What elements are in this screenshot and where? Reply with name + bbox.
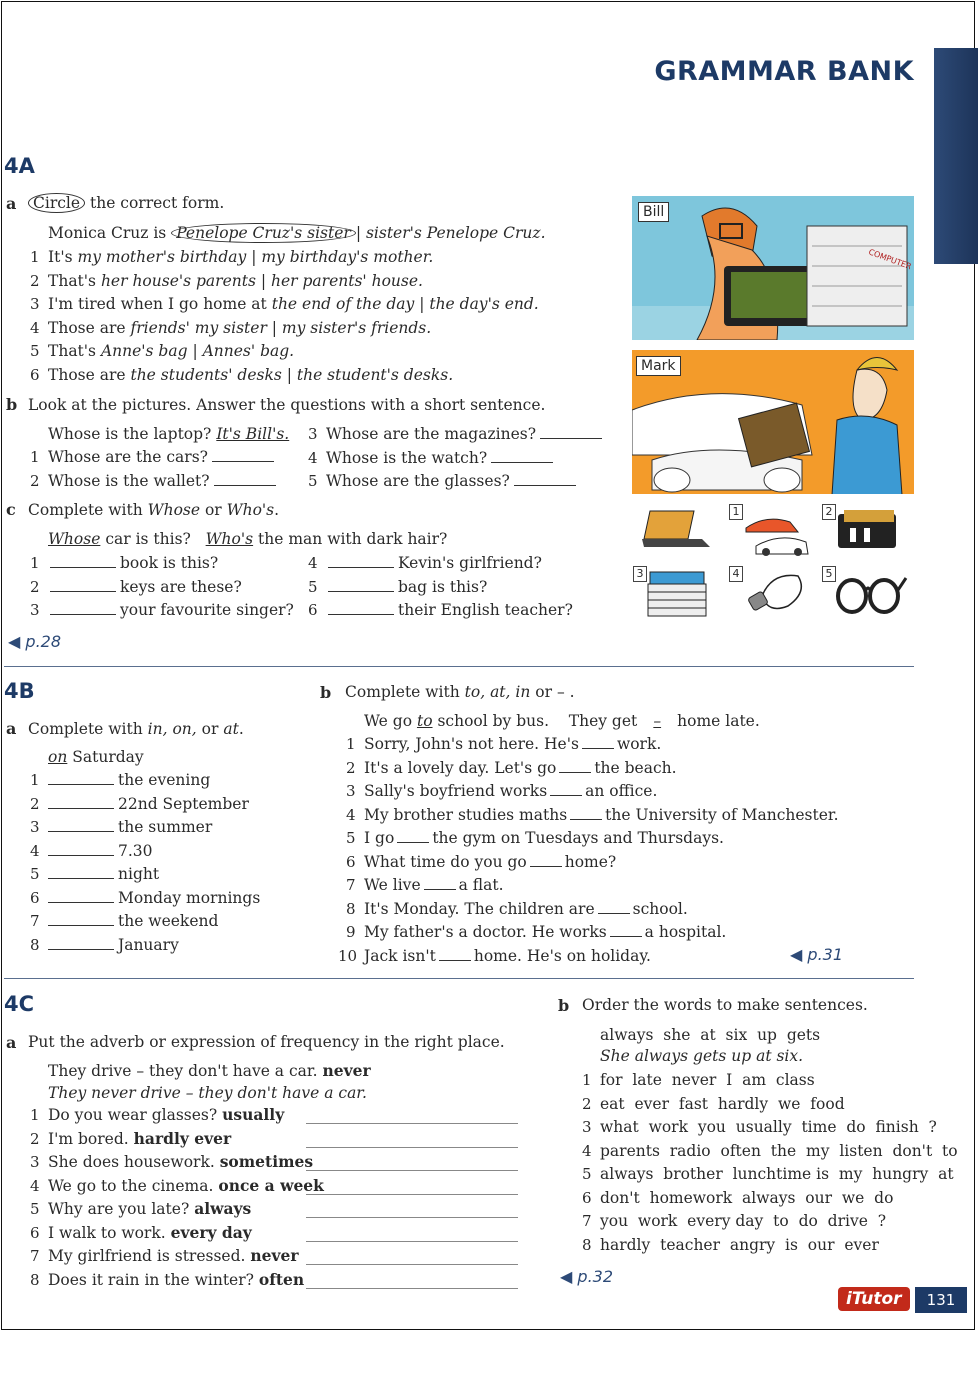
instr-or: or	[201, 720, 219, 738]
choice-sentence	[48, 294, 539, 314]
circle-word: Circle	[28, 193, 85, 213]
word-list: don't homework always our we do	[600, 1188, 894, 1207]
choice-sentence	[48, 247, 433, 267]
ref-text: p.28	[25, 632, 62, 651]
exercise-instruction	[28, 500, 279, 520]
fill-line	[324, 600, 573, 620]
fill-line	[44, 864, 159, 884]
answer-blank[interactable]	[214, 471, 276, 486]
back-arrow-icon: ◀	[8, 632, 21, 651]
example-rest: Saturday	[72, 748, 144, 766]
answer-blank[interactable]	[424, 875, 456, 890]
item-number: 5	[308, 472, 318, 490]
glasses-thumbnail	[832, 570, 908, 616]
exercise-instruction: Put the adverb or expression of frequency in the right place.	[28, 1033, 505, 1051]
ex1-rest: car is this?	[105, 530, 191, 548]
example-a: It's Bill's.	[216, 425, 290, 443]
fill-line	[44, 935, 179, 955]
ex2-post: home late.	[677, 712, 760, 730]
item-number: 3	[582, 1118, 592, 1136]
answer-blank[interactable]	[397, 828, 429, 843]
answer-blank[interactable]	[491, 448, 553, 463]
fill-line	[46, 577, 242, 597]
sentence-start: We live	[364, 876, 421, 894]
exercise-letter: b	[320, 683, 332, 702]
word-list: eat ever fast hardly we food	[600, 1094, 845, 1113]
example-circled: Penelope Cruz's sister	[171, 223, 356, 243]
fill-text: the evening	[118, 771, 211, 789]
section-heading-4b: 4B	[4, 679, 35, 703]
answer-blank[interactable]	[570, 805, 602, 820]
sentence-start: Those are	[48, 318, 126, 337]
fill-sentence	[364, 875, 504, 895]
fill-text: Kevin's girlfriend?	[398, 554, 542, 572]
fill-line	[44, 841, 153, 861]
ex1-word: to	[416, 712, 433, 730]
answer-blank[interactable]	[48, 864, 114, 879]
fill-sentence	[364, 828, 724, 848]
choice-sentence	[48, 318, 431, 338]
sentence-start: Those are	[48, 365, 126, 384]
fill-sentence	[364, 922, 726, 942]
item-number: 8	[30, 935, 40, 954]
answer-line[interactable]	[306, 1123, 518, 1124]
example-rest: | sister's Penelope Cruz.	[355, 224, 546, 242]
example-question	[48, 1061, 371, 1081]
answer-blank[interactable]	[559, 758, 591, 773]
question-text: Whose are the cars?	[48, 448, 208, 466]
item-number: 6	[582, 1188, 592, 1207]
item-number: 6	[308, 601, 318, 619]
answer-blank[interactable]	[50, 577, 116, 592]
ex1-pre: We go	[364, 712, 413, 730]
instr-pre: Complete with	[28, 501, 143, 519]
item-number: 1	[582, 1071, 592, 1089]
side-tab	[934, 48, 978, 264]
item-number: 3	[346, 782, 356, 800]
answer-blank[interactable]	[48, 888, 114, 903]
question-text: Whose is the watch?	[326, 448, 488, 467]
question-line	[326, 471, 576, 491]
item-number: 5	[30, 865, 40, 883]
ex2-pre: They get	[568, 712, 638, 730]
sentence-start: Sally's boyfriend works	[364, 782, 548, 800]
instruction-text: the correct form.	[89, 194, 225, 212]
sentence-end: home. He's on holiday.	[473, 946, 651, 965]
item-number: 1	[346, 735, 356, 753]
item-number: 5	[30, 1200, 40, 1218]
item-number: 4	[346, 805, 356, 824]
answer-blank[interactable]	[550, 781, 582, 796]
answer-blank[interactable]	[439, 946, 471, 961]
answer-blank[interactable]	[50, 553, 116, 568]
thumb-number: 4	[729, 566, 743, 582]
adverb-keyword: usually	[222, 1105, 285, 1124]
fill-text: the weekend	[118, 912, 219, 930]
fill-text: their English teacher?	[398, 601, 573, 619]
fill-line	[324, 577, 487, 597]
example-text: Monica Cruz is	[48, 224, 167, 242]
fill-line	[44, 911, 218, 931]
thumb-number: 3	[633, 566, 647, 582]
choice-options[interactable]: the end of the day | the day's end.	[271, 295, 539, 313]
fill-text: bag is this?	[398, 577, 488, 596]
answer-line[interactable]	[306, 1170, 518, 1171]
adverb-keyword: always	[194, 1199, 252, 1218]
item-number: 7	[346, 876, 356, 894]
item-number: 5	[346, 829, 356, 847]
fill-line	[44, 888, 260, 908]
item-number: 5	[582, 1165, 592, 1183]
sentence-start: It's	[48, 248, 73, 266]
ex1-post: school by bus.	[437, 712, 550, 730]
item-number: 7	[30, 1247, 40, 1265]
adverb-keyword: sometimes	[219, 1152, 314, 1171]
question-text: Whose is the wallet?	[48, 472, 210, 490]
sentence-end: the University of Manchester.	[605, 805, 839, 824]
answer-blank[interactable]	[540, 424, 602, 439]
fill-line	[44, 794, 249, 814]
item-number: 3	[30, 295, 40, 313]
answer-blank[interactable]	[530, 852, 562, 867]
item-number: 6	[30, 1223, 40, 1242]
answer-blank[interactable]	[48, 817, 114, 832]
item-number: 4	[308, 554, 318, 572]
sentence-text: I'm bored.	[48, 1129, 129, 1148]
fill-sentence	[364, 758, 677, 778]
instr-pre: Complete with	[28, 720, 143, 738]
word-list: always brother lunchtime is my hungry at	[600, 1165, 954, 1183]
example-sentence	[48, 223, 546, 243]
instr-words: in, on,	[147, 720, 197, 738]
adverb-sentence	[48, 1223, 252, 1243]
fill-line	[44, 770, 210, 790]
sentence-start: Jack isn't	[364, 946, 436, 965]
exercise-instruction	[28, 193, 224, 213]
sentence-end: home?	[564, 852, 617, 871]
choice-sentence	[48, 271, 423, 291]
example-word: on	[48, 748, 68, 766]
exercise-instruction: Order the words to make sentences.	[582, 996, 868, 1014]
item-number: 2	[30, 577, 40, 596]
item-number: 2	[30, 271, 40, 290]
exercise-letter: a	[6, 194, 17, 213]
word-list: what work you usually time do finish ?	[600, 1118, 937, 1136]
item-number: 8	[346, 899, 356, 918]
thumb-number: 1	[729, 504, 743, 520]
item-number: 2	[30, 1129, 40, 1148]
instr-end: .	[274, 501, 280, 519]
fill-text: Monday mornings	[118, 888, 261, 907]
example-kw: never	[322, 1061, 371, 1080]
page-reference-link[interactable]	[790, 945, 843, 964]
exercise-letter: c	[6, 500, 16, 519]
instr-w1: Whose	[147, 501, 201, 519]
sentence-start: That's	[48, 271, 97, 290]
adverb-keyword: once a week	[218, 1175, 324, 1195]
item-number: 2	[346, 758, 356, 777]
fill-sentence	[364, 781, 657, 801]
example-q: Whose is the laptop?	[48, 425, 212, 443]
item-number: 3	[30, 1153, 40, 1171]
adverb-keyword: often	[258, 1269, 305, 1289]
item-number: 3	[308, 425, 318, 443]
sentence-start: Sorry, John's not here. He's	[364, 735, 579, 753]
page-reference-link[interactable]	[560, 1267, 613, 1286]
adverb-sentence	[48, 1152, 313, 1172]
sentence-text: I walk to work.	[48, 1223, 166, 1242]
word-list: you work every day to do drive ?	[600, 1212, 887, 1230]
adverb-keyword: never	[250, 1246, 299, 1265]
fill-sentence	[364, 805, 839, 825]
exercise-letter: a	[6, 1033, 17, 1052]
fill-sentence	[364, 899, 688, 919]
ex2-word: Who's	[205, 530, 254, 548]
sentence-text: We go to the cinema.	[48, 1176, 214, 1195]
item-number: 1	[30, 1106, 40, 1124]
sentence-start: My brother studies maths	[364, 805, 568, 824]
sentence-start: It's a lovely day. Let's go	[364, 758, 557, 777]
exercise-instruction	[28, 719, 244, 739]
fill-line	[46, 553, 218, 573]
answer-line[interactable]	[306, 1194, 518, 1195]
bill-illustration	[632, 196, 914, 340]
fill-text: night	[118, 865, 160, 883]
thumb-number: 5	[822, 566, 836, 582]
fill-text: keys are these?	[120, 577, 242, 596]
adverb-sentence	[48, 1199, 251, 1219]
instr-end: .	[238, 720, 244, 738]
item-number: 7	[30, 912, 40, 930]
item-number: 10	[338, 946, 358, 965]
answer-blank[interactable]	[582, 734, 614, 749]
computer-magazine-label: COMPUTER	[867, 247, 913, 272]
sentence-text: Do you wear glasses?	[48, 1106, 218, 1124]
ref-text: p.31	[807, 945, 844, 964]
exercise-instruction: Look at the pictures. Answer the questions with a short sentence.	[28, 396, 546, 414]
answer-blank[interactable]	[48, 911, 114, 926]
item-number: 3	[30, 601, 40, 619]
word-list: for late never I am class	[600, 1071, 815, 1089]
sentence-start: I'm tired when I go home at	[48, 295, 267, 313]
answer-line[interactable]	[306, 1147, 518, 1148]
itutor-logo[interactable]: iTutor	[838, 1287, 910, 1311]
sentence-start: What time do you go	[364, 852, 527, 871]
sentence-text: Why are you late?	[48, 1200, 190, 1218]
item-number: 1	[30, 771, 40, 789]
item-number: 5	[308, 577, 318, 596]
instr-at: at	[223, 720, 239, 738]
fill-sentence	[364, 734, 661, 754]
answer-line[interactable]	[306, 1241, 518, 1242]
section-divider	[4, 666, 914, 667]
ex2-rest: the man with dark hair?	[258, 530, 448, 548]
sentence-end: school.	[632, 899, 688, 918]
item-number: 1	[30, 554, 40, 572]
adverb-keyword: every day	[170, 1222, 252, 1242]
choice-sentence	[48, 341, 294, 361]
item-number: 7	[582, 1212, 592, 1230]
sentence-end: a flat.	[458, 876, 504, 894]
page-title: GRAMMAR BANK	[654, 56, 914, 87]
fill-text: 7.30	[118, 841, 153, 860]
sentence-start: My father's a doctor. He works	[364, 923, 607, 941]
example-question	[48, 424, 289, 444]
item-number: 6	[346, 852, 356, 871]
instr-pre: Complete with	[345, 683, 460, 701]
adverb-sentence	[48, 1105, 284, 1125]
question-line	[326, 448, 553, 468]
item-number: 2	[30, 472, 40, 490]
ex2-word: –	[653, 712, 662, 730]
answer-blank[interactable]	[328, 577, 394, 592]
thumb-number: 2	[822, 504, 836, 520]
choice-options[interactable]: Anne's bag | Annes' bag.	[100, 342, 295, 360]
example-answer: They never drive – they don't have a car.	[48, 1084, 367, 1102]
section-heading-4c: 4C	[4, 992, 35, 1016]
adverb-sentence	[48, 1270, 304, 1290]
question-text: Whose are the magazines?	[326, 425, 537, 443]
adverb-sentence	[48, 1129, 231, 1149]
item-number: 6	[30, 365, 40, 384]
fill-text: your favourite singer?	[120, 601, 294, 619]
answer-line[interactable]	[306, 1288, 518, 1289]
bill-picture	[632, 196, 914, 340]
exercise-instruction	[345, 682, 575, 702]
sentence-end: the gym on Tuesdays and Thursdays.	[432, 829, 724, 847]
back-arrow-icon: ◀	[790, 945, 803, 964]
answer-blank[interactable]	[610, 922, 642, 937]
choice-options[interactable]: my mother's birthday | my birthday's mother.	[77, 248, 434, 266]
sentence-end: the beach.	[594, 758, 677, 777]
item-number: 1	[30, 448, 40, 466]
item-number: 5	[30, 342, 40, 360]
choice-options[interactable]: friends' my sister | my sister's friends.	[130, 318, 432, 337]
item-number: 4	[30, 318, 40, 337]
laptop-thumbnail	[640, 505, 716, 551]
section-heading-4a: 4A	[4, 154, 35, 178]
answer-blank[interactable]	[598, 899, 630, 914]
item-number: 4	[30, 841, 40, 860]
item-number: 4	[30, 1176, 40, 1195]
watch-thumbnail	[742, 566, 808, 622]
exercise-letter: b	[6, 395, 18, 414]
sentence-end: an office.	[585, 782, 658, 800]
sentence-start: It's Monday. The children are	[364, 899, 595, 918]
sentence-end: work.	[616, 735, 662, 753]
example-answer: She always gets up at six.	[600, 1047, 804, 1065]
adverb-sentence	[48, 1176, 324, 1196]
sentence-text: My girlfriend is stressed.	[48, 1247, 246, 1265]
question-line	[48, 471, 276, 491]
answer-line[interactable]	[306, 1264, 518, 1265]
instr-end: or – .	[535, 683, 575, 701]
section-divider	[4, 978, 914, 979]
sentence-text: Does it rain in the winter?	[48, 1270, 254, 1289]
item-number: 8	[30, 1270, 40, 1289]
example-q: They drive – they don't have a car.	[48, 1062, 318, 1080]
exercise-letter: b	[558, 996, 570, 1015]
answer-blank[interactable]	[328, 600, 394, 615]
answer-blank[interactable]	[48, 935, 114, 950]
answer-blank[interactable]	[328, 553, 394, 568]
example-line	[364, 711, 760, 731]
fill-sentence	[364, 946, 651, 966]
adverb-sentence	[48, 1246, 299, 1266]
mark-label: Mark	[636, 356, 681, 376]
item-number: 4	[308, 448, 318, 467]
instr-words: to, at, in	[464, 683, 531, 701]
page-number: 131	[915, 1287, 967, 1313]
ex1-word: Whose	[48, 530, 101, 548]
item-number: 2	[30, 794, 40, 813]
fill-sentence	[364, 852, 616, 872]
mark-picture	[632, 350, 914, 494]
question-line	[48, 447, 274, 467]
word-list: hardly teacher angry is our ever	[600, 1235, 879, 1254]
fill-line	[44, 817, 212, 837]
sentence-start: That's	[48, 342, 97, 360]
item-number: 9	[346, 923, 356, 941]
item-number: 1	[30, 248, 40, 266]
answer-blank[interactable]	[514, 471, 576, 486]
exercise-letter: a	[6, 719, 17, 738]
fill-text: the summer	[118, 818, 213, 836]
answer-blank[interactable]	[50, 600, 116, 615]
choice-sentence	[48, 365, 453, 385]
back-arrow-icon: ◀	[560, 1267, 573, 1286]
bill-label: Bill	[638, 202, 669, 222]
word-list: parents radio often the my listen don't to	[600, 1141, 958, 1160]
magazines-thumbnail	[646, 568, 712, 620]
instr-w2: Who's	[226, 501, 275, 519]
fill-line	[46, 600, 294, 620]
fill-text: book is this?	[120, 554, 219, 572]
question-text: Whose are the glasses?	[326, 472, 510, 490]
answer-blank[interactable]	[212, 447, 274, 462]
choice-options[interactable]: her house's parents | her parents' house.	[100, 271, 423, 290]
instr-or: or	[204, 501, 222, 519]
item-number: 6	[30, 888, 40, 907]
answer-line[interactable]	[306, 1217, 518, 1218]
example-line	[48, 747, 144, 767]
sentence-text: She does housework.	[48, 1153, 215, 1171]
adverb-keyword: hardly ever	[133, 1128, 232, 1148]
item-number: 4	[582, 1141, 592, 1160]
fill-line	[324, 553, 542, 573]
item-number: 2	[582, 1094, 592, 1113]
choice-options[interactable]: the students' desks | the student's desks.	[130, 365, 454, 384]
answer-blank[interactable]	[48, 770, 114, 785]
sentence-start: I go	[364, 829, 395, 847]
item-number: 8	[582, 1235, 592, 1254]
example-words: always she at six up gets	[600, 1026, 821, 1044]
ref-text: p.32	[577, 1267, 614, 1286]
page-reference-link[interactable]	[8, 632, 61, 651]
sentence-end: a hospital.	[644, 923, 727, 941]
fill-text: January	[118, 935, 179, 954]
answer-blank[interactable]	[48, 794, 114, 809]
wallet-thumbnail	[834, 508, 900, 552]
answer-blank[interactable]	[48, 841, 114, 856]
fill-text: 22nd September	[118, 794, 249, 813]
item-number: 3	[30, 818, 40, 836]
question-line	[326, 424, 602, 444]
example-line	[48, 529, 447, 549]
cars-thumbnail	[742, 506, 812, 556]
